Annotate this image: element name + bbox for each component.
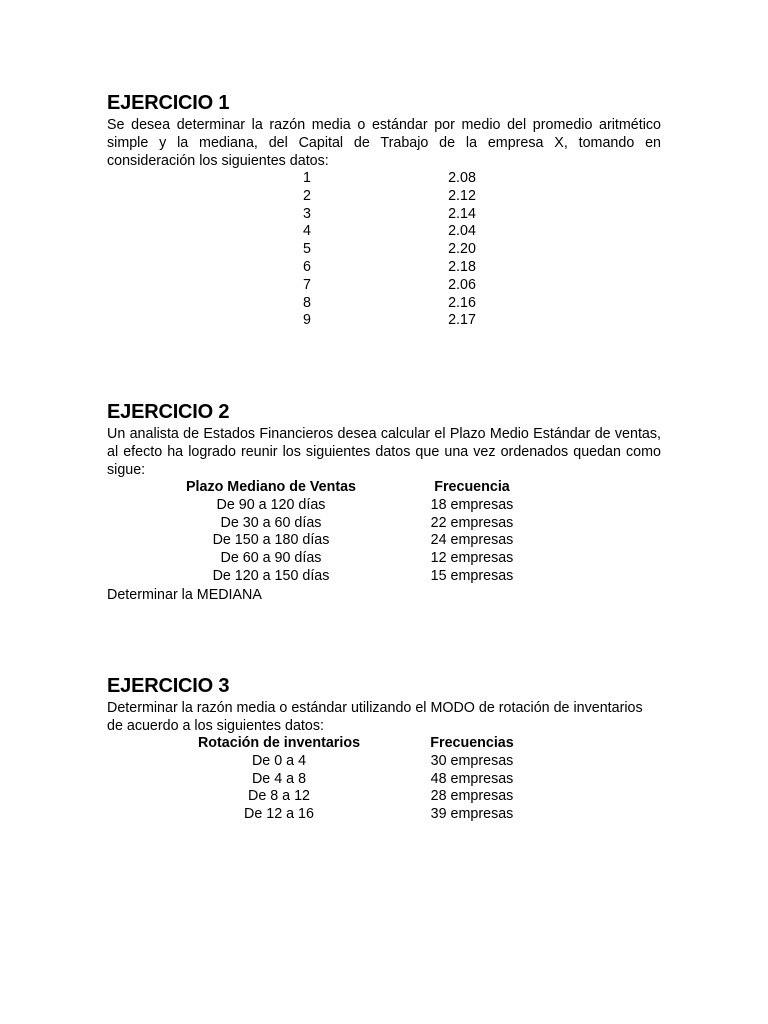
table-row: [107, 188, 661, 206]
exercise-2-instruction: Determinar la MEDIANA: [107, 586, 262, 603]
table-row: [107, 771, 661, 789]
exercise-3-data-table: [107, 735, 661, 824]
row-value: 2.16: [448, 294, 476, 311]
exercise-3-statement: Determinar la razón media o estándar utilizando el MODO de rotación de inventarios de acuerdo a los siguientes datos:: [107, 700, 643, 734]
row-index: 1: [303, 170, 311, 186]
row-range: De 120 a 150 días: [212, 567, 330, 584]
row-index: 8: [303, 294, 311, 311]
table-row: [107, 312, 661, 330]
exercise-3: [107, 674, 661, 824]
row-value: 2.12: [448, 187, 476, 204]
table-row: [107, 206, 661, 224]
row-frequency: 48 empresas: [430, 770, 514, 787]
table-row: [107, 241, 661, 259]
table-row: [107, 568, 661, 586]
row-value: 2.04: [448, 223, 476, 240]
row-index: 7: [303, 276, 311, 293]
row-value: 2.14: [448, 205, 476, 222]
exercise-2: [107, 400, 661, 604]
column-header-plazo: Plazo Mediano de Ventas: [185, 479, 357, 495]
column-header-frecuencia: Frecuencia: [434, 479, 510, 495]
row-value: 2.20: [448, 241, 476, 258]
exercise-1-data-table: [107, 170, 661, 330]
row-range: De 12 a 16: [244, 806, 314, 823]
row-frequency: 12 empresas: [430, 550, 514, 567]
row-frequency: 15 empresas: [430, 567, 514, 584]
table-row: [107, 497, 661, 515]
row-value: 2.17: [448, 312, 476, 329]
row-frequency: 24 empresas: [430, 532, 514, 549]
exercise-2-title: EJERCICIO 2: [107, 401, 230, 423]
table-header-row: [107, 735, 661, 753]
row-index: 4: [303, 223, 311, 240]
table-row: [107, 753, 661, 771]
table-row: [107, 259, 661, 277]
table-row: [107, 806, 661, 824]
table-row: [107, 277, 661, 295]
column-header-rotacion: Rotación de inventarios: [197, 735, 361, 751]
row-index: 2: [303, 187, 311, 204]
row-index: 5: [303, 241, 311, 258]
table-row: [107, 223, 661, 241]
row-index: 9: [303, 312, 311, 329]
exercise-2-statement: Un analista de Estados Financieros desea calcular el Plazo Medio Estándar de ventas, al efecto ha logrado reunir los siguientes datos que una vez ordenados quedan como sigue:: [107, 426, 661, 478]
table-row: [107, 550, 661, 568]
row-range: De 90 a 120 días: [216, 496, 326, 513]
exercise-1-title: EJERCICIO 1: [107, 92, 230, 114]
column-header-frecuencias: Frecuencias: [430, 735, 514, 751]
exercise-1: [107, 91, 661, 330]
row-range: De 30 a 60 días: [220, 514, 322, 531]
table-header-row: [107, 479, 661, 497]
exercise-2-data-table: [107, 479, 661, 586]
table-row: [107, 295, 661, 313]
row-frequency: 22 empresas: [430, 514, 514, 531]
row-value: 2.06: [448, 276, 476, 293]
row-range: De 8 a 12: [248, 788, 310, 805]
row-frequency: 30 empresas: [430, 752, 514, 769]
row-value: 2.08: [448, 170, 476, 186]
table-row: [107, 788, 661, 806]
row-range: De 150 a 180 días: [212, 532, 330, 549]
table-row: [107, 170, 661, 188]
exercise-3-title: EJERCICIO 3: [107, 675, 230, 697]
row-range: De 60 a 90 días: [220, 550, 322, 567]
row-value: 2.18: [448, 258, 476, 275]
row-range: De 4 a 8: [251, 770, 307, 787]
exercise-1-statement: Se desea determinar la razón media o estándar por medio del promedio aritmético simple y la mediana, del Capital de Trabajo de la empresa X, tomando en consideración los siguientes datos:: [107, 117, 661, 169]
row-frequency: 28 empresas: [430, 788, 514, 805]
row-range: De 0 a 4: [251, 752, 307, 769]
row-index: 3: [303, 205, 311, 222]
row-frequency: 39 empresas: [430, 806, 514, 823]
table-row: [107, 532, 661, 550]
table-row: [107, 515, 661, 533]
row-frequency: 18 empresas: [430, 496, 514, 513]
row-index: 6: [303, 258, 311, 275]
